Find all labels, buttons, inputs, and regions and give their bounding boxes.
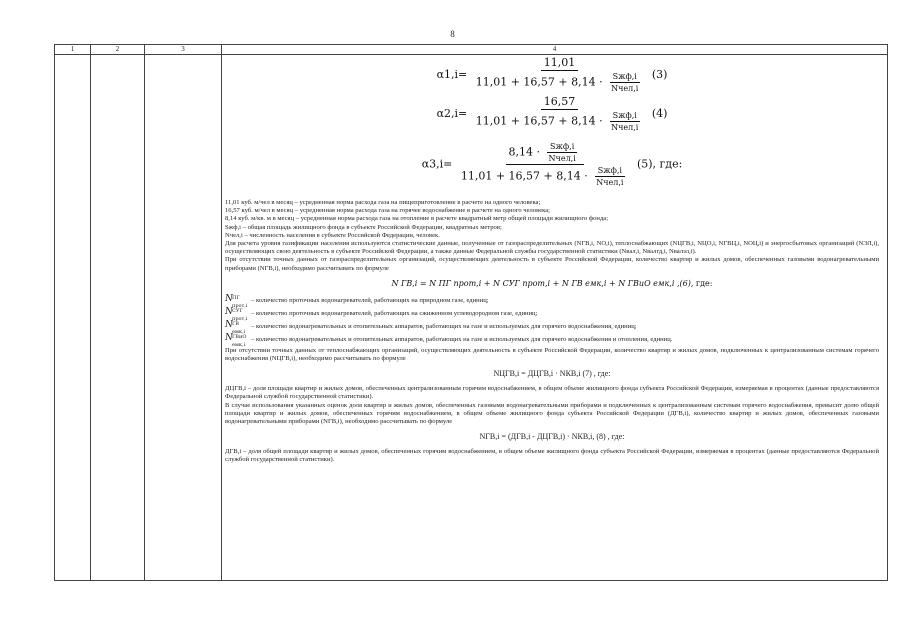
paragraph: В случае использования указанных оценок доля квартир и жилых домов, обеспеченных газовыми водонагревательными приборами и подключенных к централизованным системам горячего водоснабжения, превысит долю общей площади квартир и жилых домов, обеспеченных горячим водоснабжением, в общем объеме жилищного фонда субъекта Российской Федерации (ДГВ,i), количество квартир и жилых домов, обеспеченных газовыми водонагревательными приборами (NГВ,i), необходимо рассчитывать по формуле [225, 401, 879, 426]
symbol-sub: прот,i [232, 315, 248, 322]
denominator-sum: 11,01 + 16,57 + 8,14 · [475, 75, 603, 89]
paragraph: 8,14 куб. м/кв. м в месяц – усредненная норма расхода газа на отопление в расчете квадратный метр общей площади жилищного фонда; [225, 215, 609, 223]
symbol-base: N [225, 332, 233, 343]
ratio-denominator: Nчел,i [596, 178, 624, 187]
paragraph: Nчел,i – численность населения в субъекте Российской Федерации, человек. [225, 231, 440, 239]
paragraph: 16,57 куб. м/чел в месяц – усредненная норма расхода газа на горячее водоснабжение в расчете на одного человека; [225, 207, 550, 215]
denominator-sum: 11,01 + 16,57 + 8,14 · [475, 114, 603, 128]
symbol-base: N [225, 306, 233, 317]
list-item [225, 334, 879, 347]
paragraph: При отсутствии точных данных от газораспределительных организаций, осуществляющих деятельность в субъекте Российской Федерации, количество квартир и жилых домов, обеспеченных газовыми водонагревательными приборами (NГВ,i), необходимо рассчитывать по формуле [225, 256, 879, 272]
fraction [473, 57, 647, 93]
symbol-sup: ГВ [232, 320, 239, 327]
formula-lhs: α3,i= [421, 157, 453, 171]
table-header-row [55, 45, 887, 55]
fraction-numerator [506, 142, 584, 165]
ratio-fraction [608, 111, 641, 132]
denominator-sum: 11,01 + 16,57 + 8,14 · [460, 169, 588, 183]
column-divider [221, 45, 222, 580]
symbol-definitions [225, 295, 879, 347]
ratio-numerator: Sжф,i [595, 166, 625, 177]
formula-4 [225, 96, 879, 132]
list-item [225, 308, 879, 321]
column-header-4: 4 [552, 45, 557, 53]
symbol [225, 334, 251, 347]
formula-label: (5), где: [636, 157, 683, 171]
formula-lhs: α2,i= [436, 107, 468, 120]
ratio-denominator: Nчел,i [611, 84, 639, 93]
column-4-content [225, 57, 879, 465]
symbol-sup: ГВиО [232, 333, 247, 340]
fraction [473, 96, 647, 132]
column-header-1: 1 [70, 45, 75, 53]
fraction-denominator [473, 110, 647, 132]
document-table [54, 44, 888, 581]
symbol-description: – количество водонагревательных и отопительных аппаратов, работающих на газе и используемых для горячего водоснабжения, единиц; [251, 323, 637, 331]
formula-label: (3) [651, 68, 668, 81]
paragraph: При отсутствии точных данных от теплоснабжающих организаций, осуществляющих деятельность в субъекте Российской Федерации, количество квартир и жилых домов, подключенных к централизованным системам горячего водоснабжения (NЦГВ,i), необходимо рассчитывать по формуле [225, 346, 879, 363]
paragraph: ДГВ,i – доля общей площади квартир и жилых домов, обеспеченных горячим водоснабжением, в общем объеме жилищного фонда субъекта Российской Федерации, измеряемая в процентах (данные предоставляются Федеральной службой государственной статистики). [225, 448, 879, 464]
fraction-denominator [458, 165, 632, 187]
formula-label: (4) [651, 107, 668, 120]
symbol-description: – количество проточных водонагревателей, работающих на природном газе, единиц; [251, 297, 489, 305]
formula-8: NГВ,i = (ДГВ,i - ДЦГВ,i) · NКВ,i, (8) , где: [479, 432, 625, 442]
fraction-numerator: 11,01 [541, 57, 579, 71]
ratio-numerator: Sжф,i [547, 142, 577, 153]
symbol-sup: СУГ [232, 307, 243, 314]
fraction-numerator: 16,57 [541, 96, 579, 110]
column-header-3: 3 [181, 45, 185, 53]
paragraph: ДЦГВ,i – доля площади квартир и жилых домов, обеспеченных централизованным горячим водоснабжением, в общем объеме жилищного фонда субъекта Российской Федерации, измеряемая в процентах (данные предоставляются Федеральной службой государственной статистики). [225, 385, 879, 401]
formula-lhs: α1,i= [436, 68, 468, 81]
formula-6-suffix: , где: [690, 278, 713, 288]
ratio-numerator: Sжф,i [610, 72, 640, 83]
ratio-fraction [593, 166, 626, 187]
symbol-description: – количество проточных водонагревателей, работающих на сжиженном углеводородном газе, единиц; [251, 310, 538, 318]
ratio-denominator: Nчел,i [548, 154, 576, 163]
formula-3 [225, 57, 879, 93]
symbol-sub: емк,i [232, 328, 246, 335]
paragraph: Для расчета уровня газификации населения используются статистические данные, полученные от газораспределительных (NГВ,i, NО,i), теплоснабжающих (NЦГВ,i, NЦО,i, NГВЦ,i, NОЦ,i) и энергосбытовых организаций (NЭЛ,i), осуществляющих свою деятельность в субъекте Российской Федерации, а также данные Федеральной службы государственной статистики (Nвал,i, Nвалгд,i, Nвалэл,i). [225, 240, 879, 256]
column-header-2: 2 [115, 45, 120, 53]
symbol-description: – количество водонагревательных и отопительных аппаратов, работающих на газе и используемых для горячего водоснабжения и отопления, единиц. [251, 336, 673, 344]
ratio-fraction [546, 142, 579, 163]
symbol-sub: емк,i [232, 341, 246, 348]
symbol-sup: ПГ [232, 294, 240, 301]
column-divider [144, 45, 145, 580]
formula-6 [225, 279, 879, 289]
list-item [225, 295, 879, 308]
symbol-base: N [225, 293, 233, 304]
paragraph: Sжф,i – общая площадь жилищного фонда в субъекте Российской Федерации, квадратных метров; [225, 223, 502, 231]
symbol-base: N [225, 319, 233, 330]
formula-7: NЦГВ,i = ДЦГВ,i · NКВ,i (7) , где: [493, 369, 611, 379]
paragraph: 11,01 куб. м/чел в месяц – усредненная норма расхода газа на пищеприготовление в расчете на одного человека; [225, 199, 541, 206]
symbol-sub: прот,i [232, 302, 248, 309]
fraction-denominator [473, 71, 647, 93]
list-item [225, 321, 879, 334]
page-number: 8 [450, 29, 455, 39]
numerator-coefficient: 8,14 · [508, 145, 541, 159]
column-divider [90, 45, 91, 580]
ratio-numerator: Sжф,i [610, 111, 640, 122]
fraction [458, 142, 632, 187]
formula-6-text: N ГВ,i = N ПГ прот,i + N СУГ прот,i + N ГВ емк,i + N ГВиО емк,i ,(6) [391, 278, 691, 288]
ratio-denominator: Nчел,i [611, 123, 639, 132]
ratio-fraction [608, 72, 641, 93]
formula-5 [225, 142, 879, 187]
